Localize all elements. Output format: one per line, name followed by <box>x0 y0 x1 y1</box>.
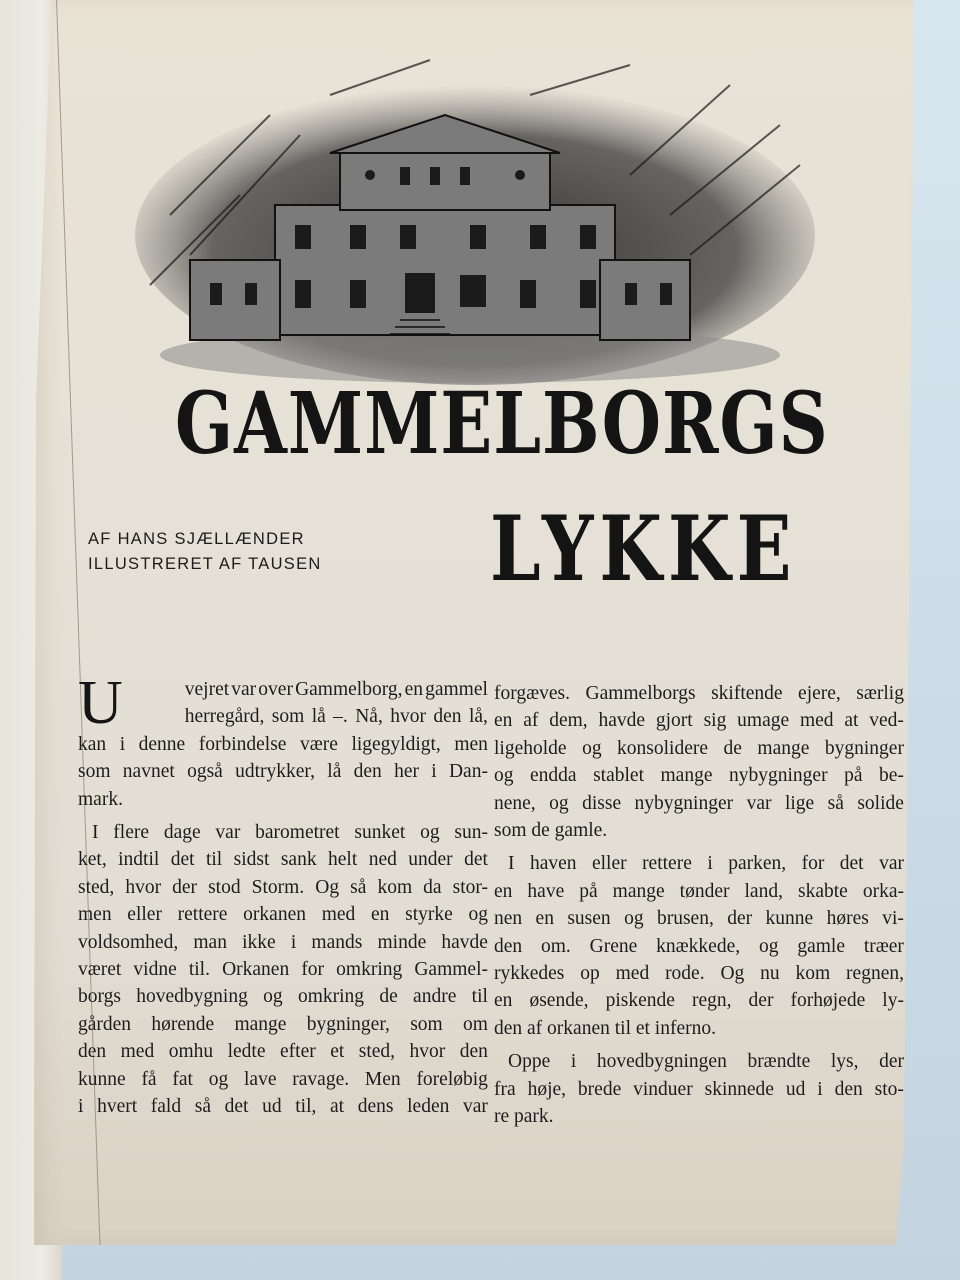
text-line: gården hørende mange bygninger, som om <box>78 1013 488 1035</box>
illustrator-credit: ILLUSTRERET AF TAUSEN <box>88 555 322 573</box>
text-line: mark. <box>78 788 123 810</box>
text-line: rykkedes op med rode. Og nu kom regnen, <box>494 963 904 985</box>
story-title-line-1: GAMMELBORGS <box>175 374 829 474</box>
text-line: herregård, som lå –. Nå, hvor den lå, <box>184 706 488 728</box>
body-column-right <box>494 680 904 1131</box>
text-line: ket, indtil det til sidst sank helt ned under det <box>78 849 488 871</box>
text-line: kunne få fat og lave ravage. Men foreløbig <box>78 1068 488 1090</box>
text-line: en have på mange tønder land, skabte orka- <box>494 880 904 902</box>
text-line: borgs hovedbygning og omkring de andre til <box>78 986 488 1008</box>
text-line: re park. <box>494 1106 554 1128</box>
text-line: og endda stablet mange nybygninger på be- <box>494 765 904 787</box>
text-line: som navnet også udtrykker, lå den her i Dan- <box>78 761 488 783</box>
story-title-line-2: LYKKE <box>490 495 798 602</box>
byline <box>88 527 322 577</box>
text-line: fra høje, brede vinduer skinnede ud i den sto- <box>494 1078 904 1100</box>
text-line: en af dem, havde gjort sig umage med at ved- <box>494 710 904 732</box>
text-line: den af orkanen til et inferno. <box>494 1017 716 1039</box>
manor-house-illustration-icon <box>130 55 820 385</box>
body-column-left <box>78 669 488 1121</box>
text-line: været vidne til. Orkanen for omkring Gammel- <box>78 959 488 981</box>
text-line: som de gamle. <box>494 820 608 842</box>
text-line: I flere dage var barometret sunket og sun- <box>92 822 488 844</box>
text-line: I haven eller rettere i parken, for det var <box>508 853 904 875</box>
text-line: nene, og disse nybygninger var lige så solide <box>494 792 904 814</box>
text-line: vejret var over Gammelborg, en gammel <box>184 679 488 700</box>
text-line: forgæves. Gammelborgs skiftende ejere, særlig <box>494 683 904 704</box>
text-line: men eller rettere orkanen med en styrke og <box>78 904 488 926</box>
text-line: en øsende, piskende regn, der forhøjede ly- <box>494 990 904 1012</box>
author-credit: AF HANS SJÆLLÆNDER <box>88 530 305 548</box>
text-line: kan i denne forbindelse være ligegyldigt, men <box>78 733 488 755</box>
text-line: voldsomhed, man ikke i mands minde havde <box>78 931 488 953</box>
text-line: i hvert fald så det ud til, at dens leden var <box>78 1096 488 1118</box>
text-line: ligeholde og konsolidere de mange bygninger <box>494 737 904 759</box>
text-line: den om. Grene knækkede, og gamle træer <box>494 935 904 957</box>
text-line: Oppe i hovedbygningen brændte lys, der <box>508 1051 904 1073</box>
text-line: sted, hvor der stod Storm. Og så kom da stor- <box>78 876 488 898</box>
text-line: nen en susen og brusen, der kunne høres vi- <box>494 908 904 930</box>
text-line: den med omhu ledte efter et sted, hvor den <box>78 1041 488 1063</box>
drop-cap: U <box>78 669 123 737</box>
